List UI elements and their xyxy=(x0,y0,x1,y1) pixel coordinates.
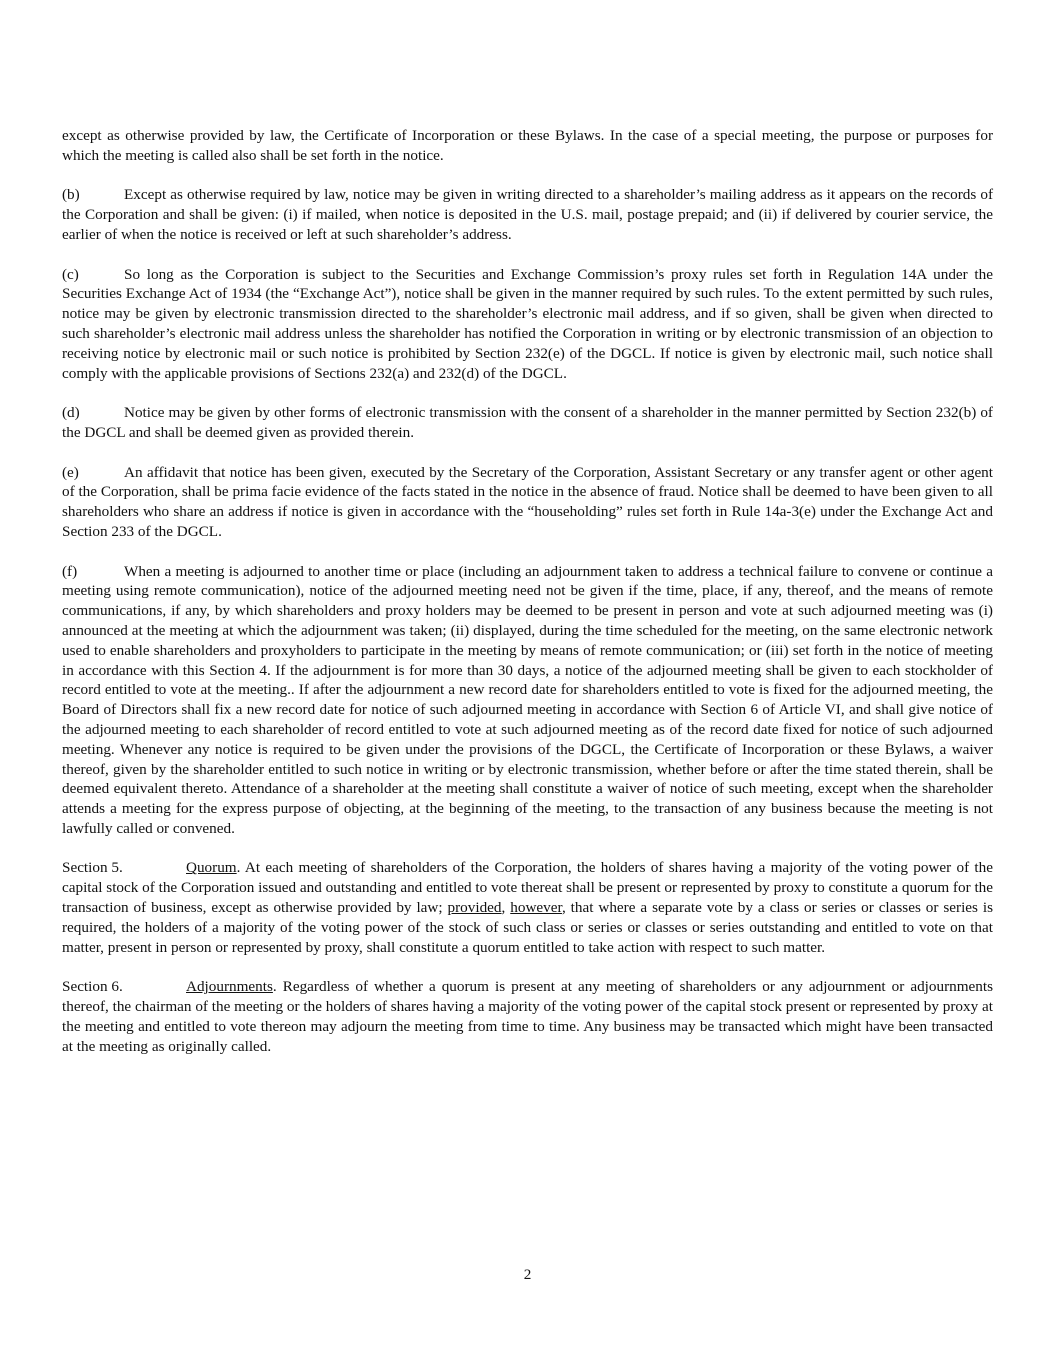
section-5-provided: provided xyxy=(447,899,502,917)
paragraph-intro-text: except as otherwise provided by law, the Certificate of Incorporation or these Bylaws. In the case of a special meeting, the purpose or purposes for which the meeting is called also shall be set forth in the notice. xyxy=(62,127,993,164)
section-6-heading: Adjournments xyxy=(186,978,273,996)
paragraph-b-label: (b) xyxy=(62,186,80,204)
section-5-heading: Quorum xyxy=(186,859,237,877)
section-5-label: Section 5. xyxy=(62,859,123,877)
paragraph-e-text: An affidavit that notice has been given, executed by the Secretary of the Corporation, Assistant Secretary or any transfer agent or other agent of the Corporation, shall be prima facie evidence of the facts stated in the notice in the absence of fraud. Notice shall be deemed to have been given to all shareholders who share an address if notice is given in accordance with the “householding” rules set forth in Rule 14a-3(e) under the Exchange Act and Section 233 of the DGCL. xyxy=(62,463,993,540)
paragraph-b-text: Except as otherwise required by law, notice may be given in writing directed to a shareholder’s mailing address as it appears on the records of the Corporation and shall be given: (i) if mailed, when notice is deposited in the U.S. mail, postage prepaid; and (ii) if delivered by courier service, the earlier of when the notice is received or left at such shareholder’s address. xyxy=(62,186,993,243)
paragraph-c-text: So long as the Corporation is subject to the Securities and Exchange Commission’s proxy rules set forth in Regulation 14A under the Securities Exchange Act of 1934 (the “Exchange Act”), notice shall be given in the manner required by such rules. To the extent permitted by such rules, notice may be given by electronic transmission directed to the shareholder’s electronic mail address, and if so given, shall be given when directed to such shareholder’s electronic mail address unless the shareholder has notified the Corporation in writing or by electronic transmission of an objection to receiving notice by electronic mail or such notice is prohibited by Section 232(e) of the DGCL. If notice is given by electronic mail, such notice shall comply with the applicable provisions of Sections 232(a) and 232(d) of the DGCL. xyxy=(62,265,993,382)
paragraph-f-label: (f) xyxy=(62,562,78,580)
paragraph-d-text: Notice may be given by other forms of electronic transmission with the consent of a shareholder in the manner permitted by Section 232(b) of the DGCL and shall be deemed given as provided therein. xyxy=(62,404,993,441)
paragraph-c-label: (c) xyxy=(62,265,79,283)
document-page xyxy=(62,126,993,1076)
paragraph-f xyxy=(62,562,993,839)
section-6-text: . Regardless of whether a quorum is present at any meeting of shareholders or any adjournment or adjournments thereof, the chairman of the meeting or the holders of shares having a majority of the voting power of the capital stock present or represented by proxy at the meeting and entitled to vote thereon may adjourn the meeting from time to time. Any business may be transacted which might have been transacted at the meeting as originally called. xyxy=(62,978,993,1055)
section-6-label: Section 6. xyxy=(62,978,123,996)
paragraph-b xyxy=(62,185,993,244)
section-5-however: however xyxy=(510,899,562,917)
paragraph-c xyxy=(62,265,993,384)
paragraph-intro xyxy=(62,126,993,166)
section-5-comma: , xyxy=(501,899,511,917)
section-6 xyxy=(62,977,993,1056)
section-5 xyxy=(62,858,993,957)
paragraph-e xyxy=(62,463,993,542)
paragraph-f-text: When a meeting is adjourned to another time or place (including an adjournment taken to address a technical failure to convene or continue a meeting using remote communication), notice of the adjourned meeting need not be given if the time, place, if any, thereof, and the means of remote communications, if any, by which shareholders and proxy holders may be deemed to be present in person and vote at such adjourned meeting was (i) announced at the meeting at which the adjournment was taken; (ii) displayed, during the time scheduled for the meeting, on the same electronic network used to enable shareholders and proxyholders to participate in the meeting by means of remote communication; or (iii) set forth in the notice of meeting in accordance with this Section 4. If the adjournment is for more than 30 days, a notice of the adjourned meeting shall be given to each stockholder of record entitled to vote at the meeting.. If after the adjournment a new record date for shareholders entitled to vote is fixed for the adjourned meeting, the Board of Directors shall fix a new record date for notice of such adjourned meeting in accordance with Section 6 of Article VI, and shall give notice of the adjourned meeting to each shareholder of record entitled to vote at such adjourned meeting as of the record date fixed for notice of such adjourned meeting. Whenever any notice is required to be given under the provisions of the DGCL, the Certificate of Incorporation or these Bylaws, a waiver thereof, given by the shareholder entitled to such notice in writing or by electronic transmission, whether before or after the time stated therein, shall be deemed equivalent thereto. Attendance of a shareholder at the meeting shall constitute a waiver of notice of such meeting, except when the shareholder attends a meeting for the express purpose of objecting, at the beginning of the meeting, to the transaction of any business because the meeting is not lawfully called or convened. xyxy=(62,562,993,837)
section-5-text-b: , that where a separate vote by a class or series or classes or series is required, the holders of a majority of the voting power of the stock of such class or series or classes or series outstanding and entitled to vote on that matter, present in person or represented by proxy, shall constitute a quorum entitled to take action with respect to such matter. xyxy=(62,899,994,956)
paragraph-d xyxy=(62,403,993,443)
paragraph-e-label: (e) xyxy=(62,463,79,481)
paragraph-d-label: (d) xyxy=(62,404,80,422)
section-5-text-a: . At each meeting of shareholders of the Corporation, the holders of shares having a majority of the voting power of the capital stock of the Corporation issued and outstanding and entitled to vote thereat shall be present or represented by proxy to constitute a quorum for the transaction of business, except as otherwise provided by law; xyxy=(62,859,993,917)
page-number: 2 xyxy=(523,1266,532,1283)
